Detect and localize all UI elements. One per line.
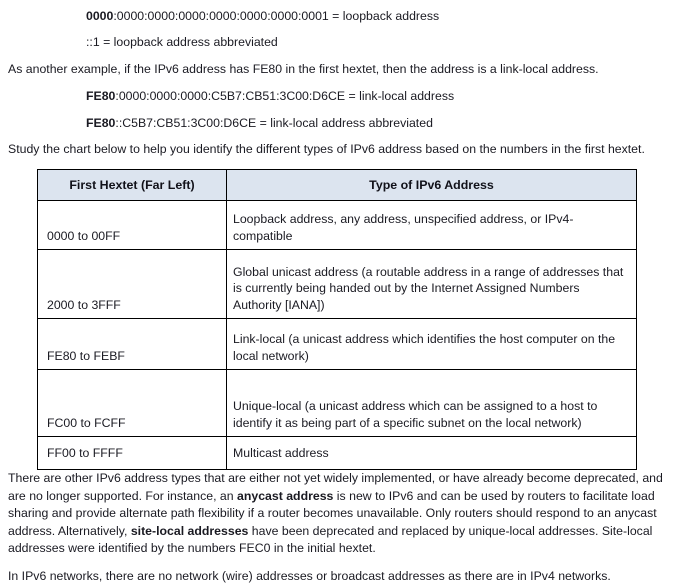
example-linklocal-full-prefix: FE80: [86, 89, 116, 104]
table-row: [38, 201, 637, 250]
cell-hextet-range: 0000 to 00FF: [38, 201, 227, 250]
paragraph-another-example: As another example, if the IPv6 address has FE80 in the first hextet, then the address is a link-local address.: [8, 61, 599, 76]
ipv6-hextet-table: [37, 169, 637, 471]
paragraph-other-address-types: [8, 470, 668, 557]
paragraph-other-part3: have been deprecated and replaced by unique-local addresses. Site-local addresses were identified by the numbers FEC0 in the initial hextet.: [8, 523, 653, 556]
table-row: [38, 370, 637, 437]
term-site-local-addresses: site-local addresses: [130, 523, 249, 538]
example-linklocal-full-rest: :0000:0000:0000:C5B7:CB51:3C00:D6CE = link-local address: [115, 89, 455, 104]
table-body: [38, 201, 637, 470]
paragraph-other-part1: There are other IPv6 address types that are either not yet widely implemented, or have already become deprecated, and are no longer supported. For instance, an: [8, 471, 663, 503]
cell-hextet-range: FC00 to FCFF: [38, 370, 227, 437]
example-linklocal-abbrev-rest: ::C5B7:CB51:3C00:D6CE = link-local address abbreviated: [115, 115, 433, 130]
term-anycast-address: anycast address: [237, 488, 334, 503]
table-row: [38, 250, 637, 319]
table-header: [38, 169, 637, 201]
example-linklocal-abbrev-prefix: FE80: [86, 115, 116, 130]
cell-address-type: Link-local (a unicast address which identifies the host computer on the local network): [227, 319, 637, 370]
cell-hextet-range: FE80 to FEBF: [38, 319, 227, 370]
example-linklocal-full: [8, 88, 668, 105]
example-loopback-full-rest: :0000:0000:0000:0000:0000:0000:0001 = loopback address: [113, 9, 440, 23]
table-row: [38, 319, 637, 370]
example-loopback-full-prefix: 0000: [86, 9, 114, 23]
cell-address-type: Loopback address, any address, unspecified address, or IPv4-compatible: [227, 201, 637, 250]
table-header-row: [38, 169, 637, 201]
paragraph-no-broadcast: In IPv6 networks, there are no network (wire) addresses or broadcast addresses as there are in IPv4 networks.: [8, 568, 611, 583]
cell-hextet-range: FF00 to FFFF: [38, 437, 227, 470]
column-header-type: Type of IPv6 Address: [227, 169, 637, 201]
table-row: [38, 437, 637, 470]
example-linklocal-abbrev: [8, 115, 668, 132]
column-header-first-hextet: First Hextet (Far Left): [38, 169, 227, 201]
example-loopback-abbrev: [8, 34, 668, 51]
cell-hextet-range: 2000 to 3FFF: [38, 250, 227, 319]
cell-address-type: Global unicast address (a routable address in a range of addresses that is currently being handed out by the Internet Assigned Numbers Authority [IANA]): [227, 250, 637, 319]
example-loopback-abbrev-rest: ::1 = loopback address abbreviated: [86, 35, 278, 50]
cell-address-type: Multicast address: [227, 437, 637, 470]
paragraph-other-part2: is new to IPv6 and can be used by routers to facilitate load sharing and provide alternate path flexibility if a router becomes unavailable. Only routers should respond to an anycast address. Alternatively,: [8, 488, 657, 538]
cell-address-type: Unique-local (a unicast address which can be assigned to a host to identify it as being part of a specific subnet on the local network): [227, 370, 637, 437]
paragraph-study-chart: Study the chart below to help you identify the different types of IPv6 address based on the numbers in the first hextet.: [8, 142, 645, 157]
example-loopback-full: [8, 8, 668, 25]
